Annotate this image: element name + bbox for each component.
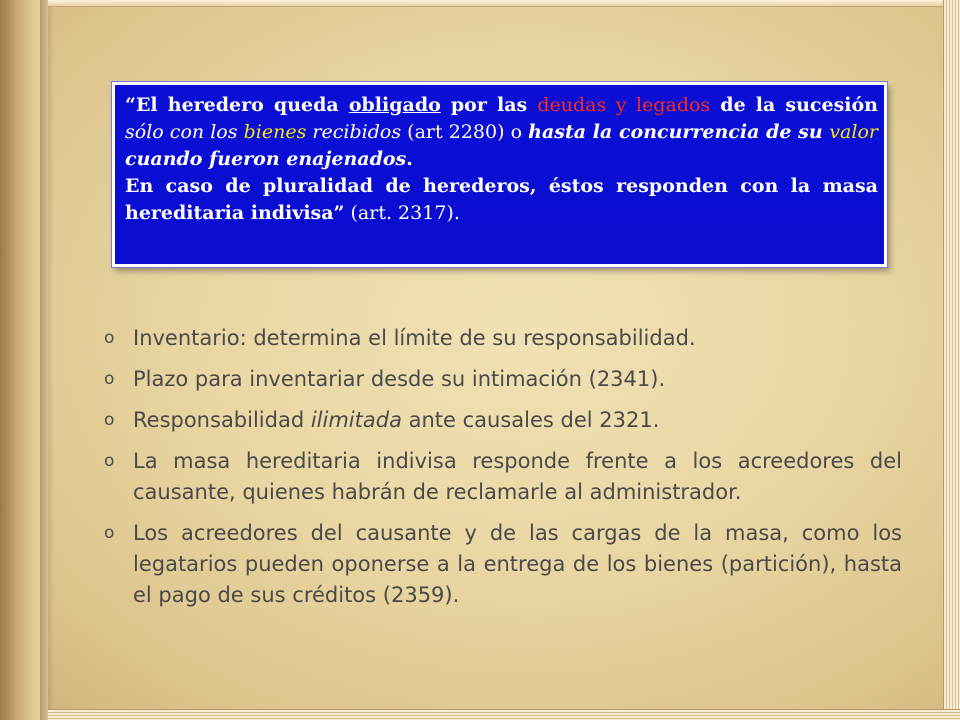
list-item — [104, 364, 902, 395]
quote-paragraph-1 — [125, 92, 878, 173]
quote-text: por las — [440, 94, 538, 116]
quote-text-hasta: hasta la concurrencia de su — [528, 121, 830, 143]
quote-text-reference: (art. 2317). — [344, 202, 460, 224]
quote-text-art: (art 2280) o — [401, 121, 529, 143]
quote-box — [112, 82, 887, 267]
quote-open-mark: “ — [125, 94, 136, 116]
bullet-marker: o — [104, 410, 115, 430]
bullet-marker: o — [104, 369, 115, 389]
quote-text-cuando: cuando fueron enajenados — [125, 148, 407, 170]
bullet-marker: o — [104, 523, 115, 543]
list-item-text: ante causales del 2321. — [401, 408, 660, 432]
list-item-text: Responsabilidad — [133, 408, 311, 432]
quote-text: El heredero queda — [135, 94, 349, 116]
list-item-text: La masa hereditaria indivisa responde frente a los acreedores del causante, quienes habrán de reclamarle al administrador. — [133, 449, 902, 504]
page-edge-right — [943, 0, 960, 720]
list-item — [104, 405, 902, 436]
quote-text-obligado: obligado — [348, 94, 441, 116]
quote-text-dot: . — [406, 148, 413, 170]
list-item-text: Plazo para inventariar desde su intimación (2341). — [133, 367, 666, 391]
list-item — [104, 323, 902, 354]
quote-text-bold: En caso de pluralidad de herederos, éstos responden con la masa hereditaria indivisa” — [125, 175, 878, 224]
quote-text-recibidos: recibidos — [306, 121, 402, 143]
page-edge-top — [48, 0, 960, 7]
quote-text: de la sucesión — [710, 94, 878, 116]
list-item — [104, 446, 902, 508]
list-item — [104, 518, 902, 611]
list-item-text: Los acreedores del causante y de las cargas de la masa, como los legatarios pueden oponerse a la entrega de los bienes (partición), hasta el pago de sus créditos (2359). — [133, 521, 902, 607]
quote-paragraph-2 — [125, 173, 878, 227]
quote-text-valor: valor — [829, 121, 878, 143]
quote-text-solo: sólo con los — [125, 121, 244, 143]
quote-text-deudas: deudas y legados — [537, 94, 711, 116]
page-edge-bottom — [48, 709, 960, 720]
list-item-emphasis: ilimitada — [310, 408, 402, 432]
bullet-marker: o — [104, 328, 115, 348]
spine-shadow — [40, 0, 54, 720]
bullet-marker: o — [104, 451, 115, 471]
list-item-text: Inventario: determina el límite de su responsabilidad. — [133, 326, 696, 350]
quote-text-bienes: bienes — [243, 121, 307, 143]
bullet-list — [104, 323, 902, 621]
